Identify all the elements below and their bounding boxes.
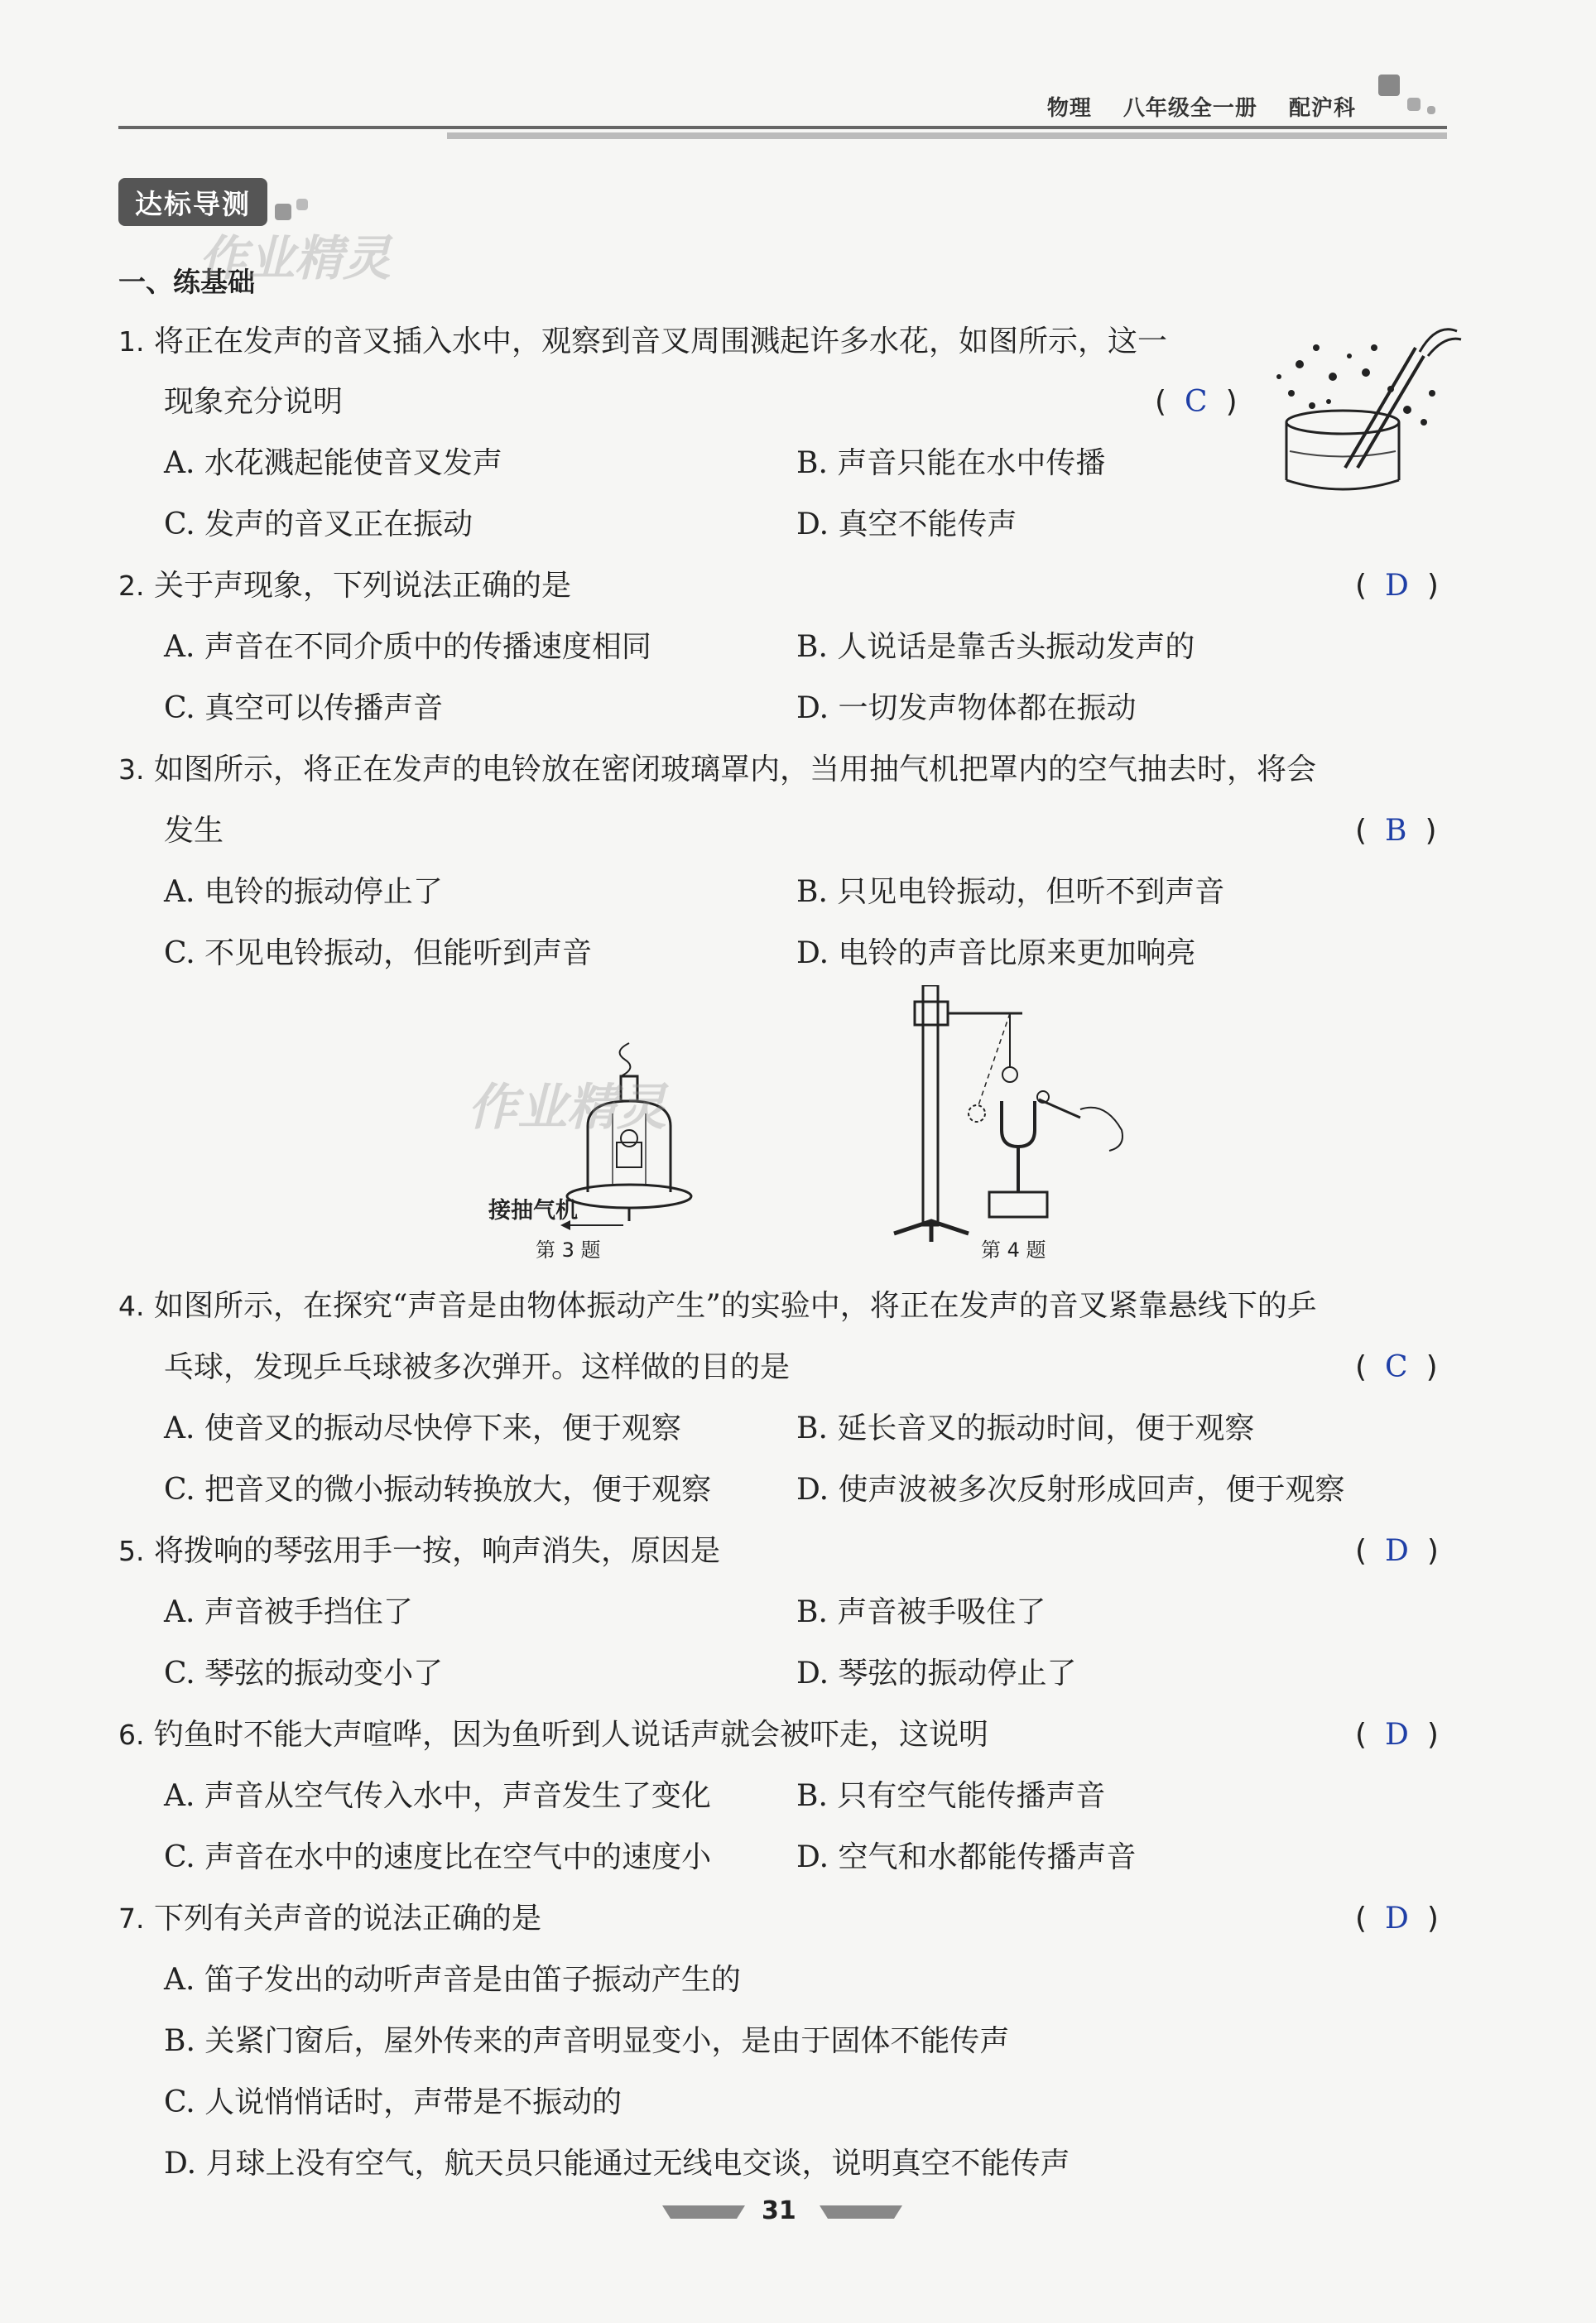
section-subtitle: 一、练基础 — [118, 266, 255, 298]
question-4-answer: ( C ) — [1355, 1350, 1438, 1384]
header-edition: 配沪科 — [1288, 96, 1356, 121]
question-1-option-d: D. 真空不能传声 — [796, 507, 1017, 541]
question-5-option-b: B. 声音被手吸住了 — [796, 1595, 1046, 1629]
footer-decor-right — [820, 2202, 902, 2222]
question-4-option-b: B. 延长音叉的振动时间，便于观察 — [796, 1412, 1255, 1445]
question-4-option-c: C. 把音叉的微小振动转换放大，便于观察 — [164, 1473, 712, 1507]
question-2-option-a: A. 声音在不同介质中的传播速度相同 — [164, 630, 651, 664]
question-7-stem: 7. 下列有关声音的说法正确的是 — [118, 1902, 541, 1936]
question-6-option-c: C. 声音在水中的速度比在空气中的速度小 — [164, 1840, 712, 1874]
question-3-option-d: D. 电铃的声音比原来更加响亮 — [796, 936, 1196, 970]
question-1-option-a: A. 水花溅起能使音叉发声 — [164, 446, 502, 480]
header-decor-square — [1378, 75, 1400, 96]
question-3-option-a: A. 电铃的振动停止了 — [164, 875, 443, 909]
question-7-answer: ( D ) — [1355, 1902, 1439, 1936]
arrow-left-icon — [559, 1219, 625, 1232]
question-6-option-d: D. 空气和水都能传播声音 — [796, 1840, 1137, 1874]
footer-decor-left — [662, 2202, 745, 2222]
header-rule-shadow — [447, 132, 1447, 139]
question-6-answer: ( D ) — [1355, 1718, 1439, 1752]
question-5-option-c: C. 琴弦的振动变小了 — [164, 1657, 444, 1691]
figure-4-tuning-fork-stand — [886, 985, 1151, 1250]
question-7-option-b: B. 关紧门窗后，屋外传来的声音明显变小，是由于固体不能传声 — [164, 2024, 1010, 2058]
question-2-option-d: D. 一切发声物体都在振动 — [796, 691, 1137, 725]
question-5-option-a: A. 声音被手挡住了 — [164, 1595, 413, 1629]
question-5-stem: 5. 将拨响的琴弦用手一按，响声消失，原因是 — [118, 1534, 720, 1568]
question-1-stem: 1. 将正在发声的音叉插入水中，观察到音叉周围溅起许多水花，如图所示，这一 — [118, 325, 1167, 358]
question-7-option-a: A. 笛子发出的动听声音是由笛子振动产生的 — [164, 1963, 741, 1997]
section-decor-square — [296, 199, 308, 210]
question-6-stem: 6. 钓鱼时不能大声喧哗，因为鱼听到人说话声就会被吓走，这说明 — [118, 1718, 988, 1752]
question-3-answer: ( B ) — [1355, 814, 1437, 848]
question-7-option-d: D. 月球上没有空气，航天员只能通过无线电交谈，说明真空不能传声 — [164, 2147, 1070, 2181]
question-2-option-b: B. 人说话是靠舌头振动发声的 — [796, 630, 1195, 664]
question-7-option-c: C. 人说悄悄话时，声带是不振动的 — [164, 2085, 623, 2119]
question-3-stem: 3. 如图所示，将正在发声的电铃放在密闭玻璃罩内，当用抽气机把罩内的空气抽去时，将会 — [118, 753, 1316, 786]
question-2-option-c: C. 真空可以传播声音 — [164, 691, 444, 725]
question-4-option-d: D. 使声波被多次反射形成回声，便于观察 — [796, 1473, 1345, 1507]
question-6-option-a: A. 声音从空气传入水中，声音发生了变化 — [164, 1779, 711, 1813]
figure-3-caption: 第 3 题 — [536, 1238, 601, 1262]
watermark: 作业精灵 — [199, 230, 392, 286]
section-tag: 达标导测 — [118, 178, 267, 226]
question-3-option-c: C. 不见电铃振动，但能听到声音 — [164, 936, 593, 970]
question-1-answer: ( C ) — [1155, 385, 1238, 419]
question-3-stem-cont: 发生 — [164, 814, 224, 848]
question-2-stem: 2. 关于声现象，下列说法正确的是 — [118, 569, 571, 603]
header-subject: 物理 — [1046, 96, 1092, 121]
question-1-option-c: C. 发声的音叉正在振动 — [164, 507, 474, 541]
question-2-answer: ( D ) — [1355, 569, 1439, 603]
figure-4-caption: 第 4 题 — [981, 1238, 1046, 1262]
question-1-stem-cont: 现象充分说明 — [164, 385, 344, 419]
section-decor-square — [275, 204, 291, 220]
question-5-option-d: D. 琴弦的振动停止了 — [796, 1657, 1077, 1691]
header-decor-square — [1427, 106, 1435, 114]
page-number: 31 — [762, 2196, 796, 2225]
question-1-option-b: B. 声音只能在水中传播 — [796, 446, 1106, 480]
page-header — [1024, 91, 1356, 122]
figure-3-label: 接抽气机 — [488, 1198, 578, 1224]
question-6-option-b: B. 只有空气能传播声音 — [796, 1779, 1106, 1813]
question-5-answer: ( D ) — [1355, 1534, 1439, 1568]
question-4-stem-cont: 乓球，发现乒乓球被多次弹开。这样做的目的是 — [164, 1350, 791, 1384]
header-rule — [118, 126, 1447, 129]
header-grade: 八年级全一册 — [1122, 96, 1257, 121]
question-3-option-b: B. 只见电铃振动，但听不到声音 — [796, 875, 1225, 909]
question-4-option-a: A. 使音叉的振动尽快停下来，便于观察 — [164, 1412, 681, 1445]
figure-watermark: 作业精灵 — [468, 1079, 666, 1137]
question-4-stem: 4. 如图所示，在探究“声音是由物体振动产生”的实验中，将正在发声的音叉紧靠悬线下的乒 — [118, 1289, 1317, 1323]
question-1-figure — [1267, 315, 1465, 497]
header-decor-square — [1407, 98, 1421, 111]
